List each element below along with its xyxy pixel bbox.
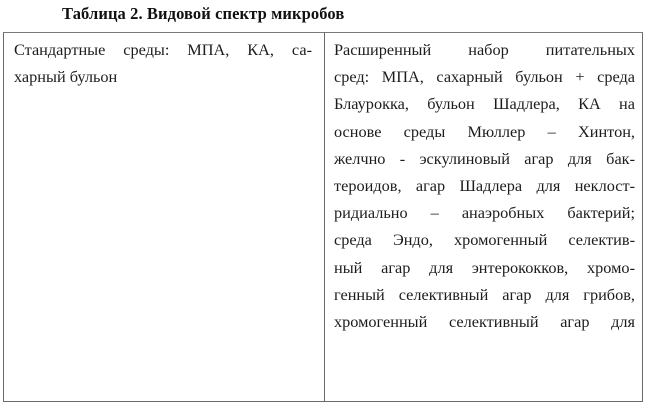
cell-text-line: ный агар для энтерококков, хромо- <box>334 257 635 277</box>
table-cell-standard-media <box>14 36 312 90</box>
cell-text-line: харный бульон <box>14 67 118 87</box>
cell-text-line: Блаурокка, бульон Шадлера, КА на <box>334 94 635 114</box>
cell-text-line: генный селективный агар для грибов, <box>334 284 635 304</box>
column-divider <box>324 32 325 402</box>
cell-text-line: Расширенный набор питательных <box>334 40 635 59</box>
cell-text-line: сред: МПА, сахарный бульон + среда <box>334 67 635 87</box>
cell-text-line: тероидов, агар Шадлера для неклост- <box>334 175 635 195</box>
table-caption: Таблица 2. Видовой спектр микробов <box>62 4 345 23</box>
table-cell-extended-media <box>334 36 635 335</box>
cell-text-line: основе среды Мюллер – Хинтон, <box>334 121 635 141</box>
cell-text-line: Стандартные среды: МПА, КА, са- <box>14 40 312 59</box>
cell-text-line: среда Эндо, хромогенный селектив- <box>334 230 635 250</box>
cell-text-line: ридиально – анаэробных бактерий; <box>334 203 635 223</box>
cell-text-line: желчно - эскулиновый агар для бак- <box>334 148 635 168</box>
cell-text-line: хромогенный селективный агар для <box>334 311 635 331</box>
